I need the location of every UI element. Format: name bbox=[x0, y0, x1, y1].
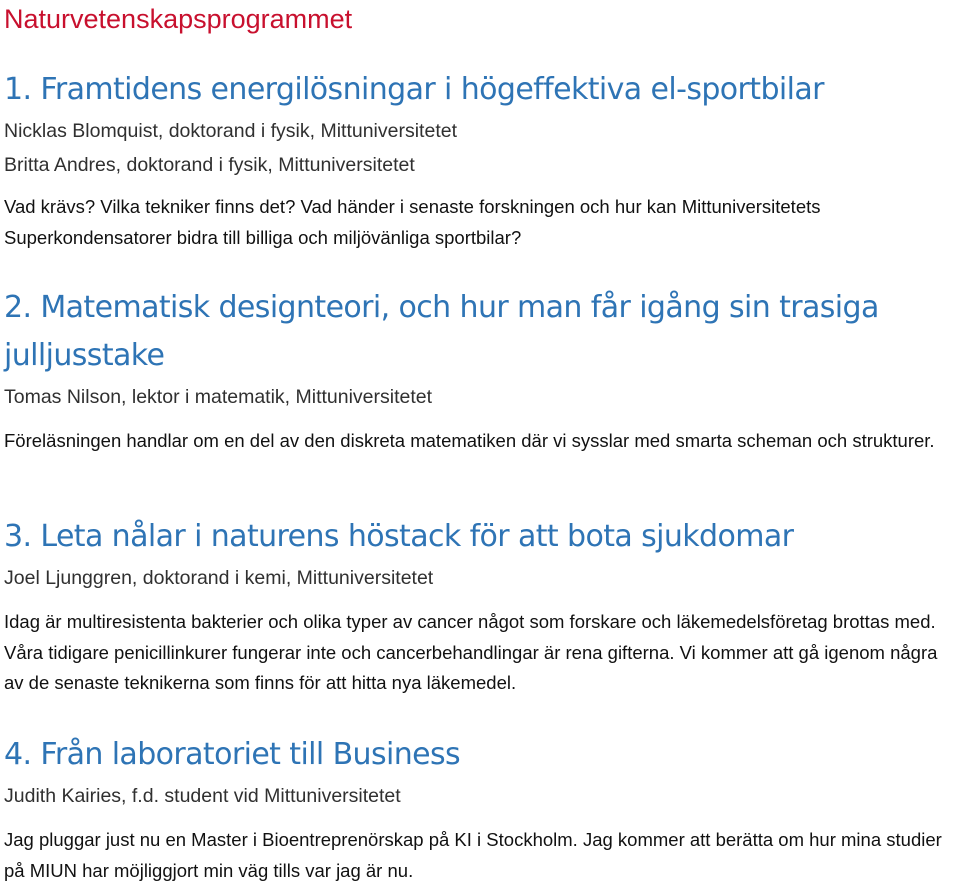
speaker-line: Tomas Nilson, lektor i matematik, Mittuniversitetet bbox=[4, 386, 433, 408]
lecture-description: Jag pluggar just nu en Master i Bioentreprenörskap på KI i Stockholm. Jag kommer att berätta om hur mina studier på MIUN har möjliggjort min väg tills var jag är nu. bbox=[4, 829, 942, 881]
lecture-description: Idag är multiresistenta bakterier och olika typer av cancer något som forskare och läkemedelsföretag brottas med. Våra tidigare penicillinkurer fungerar inte och cancerbehandlingar är rena gifterna. Vi kommer att gå igenom några av de senaste teknikerna som finns för att hitta nya läkemedel. bbox=[4, 611, 938, 693]
lecture-heading: 2. Matematisk designteori, och hur man får igång sin trasiga julljusstake bbox=[4, 290, 879, 373]
lecture-description: Vad krävs? Vilka tekniker finns det? Vad händer i senaste forskningen och hur kan Mittuniversitetets Superkondensatorer bidra till billiga och miljövänliga sportbilar? bbox=[4, 196, 821, 248]
lecture-section-3 bbox=[4, 513, 956, 699]
speaker-line: Nicklas Blomquist, doktorand i fysik, Mittuniversitetet bbox=[4, 120, 457, 142]
program-title: Naturvetenskapsprogrammet bbox=[4, 4, 353, 34]
speaker-line: Joel Ljunggren, doktorand i kemi, Mittuniversitetet bbox=[4, 567, 434, 589]
lecture-section-2 bbox=[4, 284, 956, 457]
lecture-section-1 bbox=[4, 66, 956, 253]
speaker-line: Britta Andres, doktorand i fysik, Mittuniversitetet bbox=[4, 154, 415, 176]
speaker-line: Judith Kairies, f.d. student vid Mittuniversitetet bbox=[4, 785, 401, 807]
lecture-heading: 3. Leta nålar i naturens höstack för att bota sjukdomar bbox=[4, 519, 794, 554]
lecture-section-4 bbox=[4, 731, 956, 886]
lecture-heading: 1. Framtidens energilösningar i högeffektiva el-sportbilar bbox=[4, 72, 824, 107]
lecture-heading: 4. Från laboratoriet till Business bbox=[4, 737, 461, 772]
lecture-description: Föreläsningen handlar om en del av den diskreta matematiken där vi sysslar med smarta scheman och strukturer. bbox=[4, 430, 935, 451]
